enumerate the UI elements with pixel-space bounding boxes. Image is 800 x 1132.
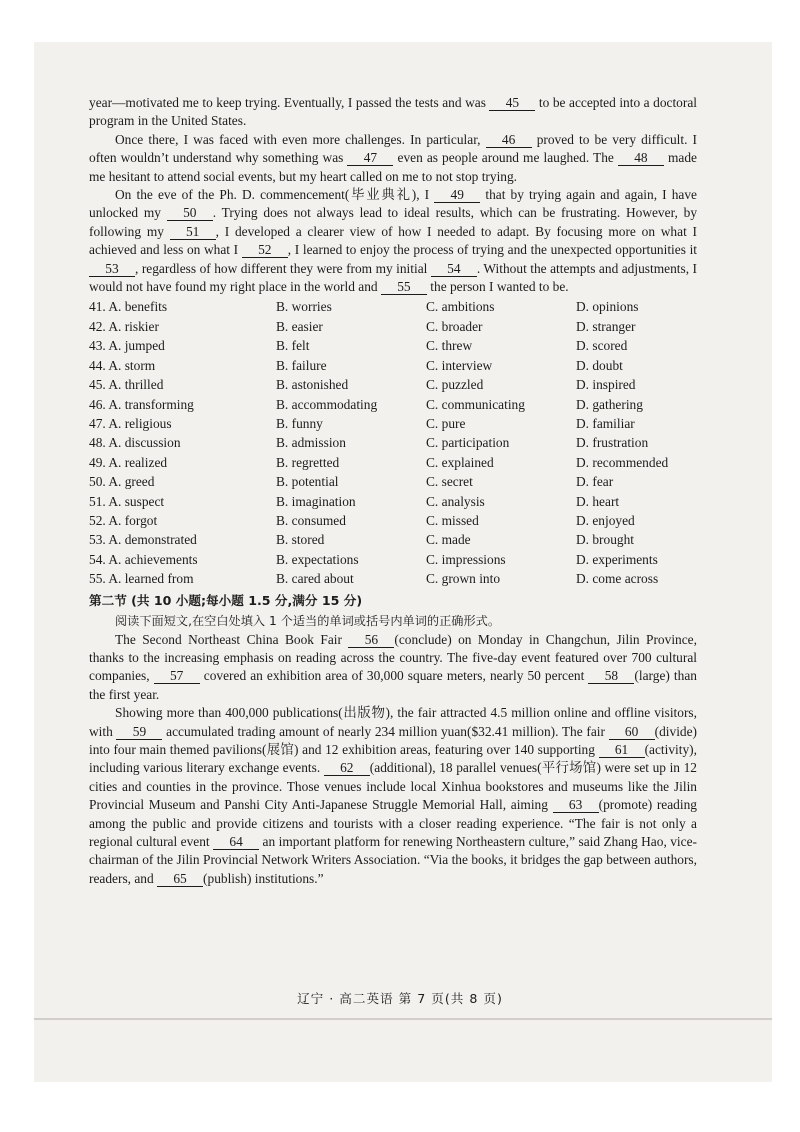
option-d: D. come across: [576, 571, 659, 587]
option-a: 52. A. forgot: [89, 512, 158, 528]
option-c: C. grown into: [426, 571, 501, 587]
answer-blank[interactable]: 54: [431, 262, 477, 277]
option-c: C. threw: [426, 338, 473, 354]
option-a: 51. A. suspect: [89, 493, 165, 509]
option-b: B. felt: [276, 338, 310, 354]
answer-blank[interactable]: 65: [157, 872, 203, 887]
cloze-options-grid: [89, 297, 697, 588]
option-d: D. fear: [576, 474, 614, 490]
option-b: B. expectations: [276, 551, 359, 567]
answer-blank[interactable]: 58: [588, 669, 634, 684]
answer-blank[interactable]: 56: [348, 633, 394, 648]
answer-blank[interactable]: 47: [347, 151, 393, 166]
option-c: C. broader: [426, 318, 483, 334]
option-c: C. communicating: [426, 396, 525, 412]
answer-blank[interactable]: 53: [89, 262, 135, 277]
answer-blank[interactable]: 52: [242, 243, 288, 258]
option-c: C. pure: [426, 415, 466, 431]
answer-blank[interactable]: 61: [599, 743, 645, 758]
option-c: C. impressions: [426, 551, 506, 567]
page-footer: 辽宁 · 高二英语 第 7 页(共 8 页): [297, 991, 503, 1006]
option-b: B. easier: [276, 318, 323, 334]
option-a: 55. A. learned from: [89, 571, 194, 587]
option-d: D. brought: [576, 532, 635, 548]
option-b: B. imagination: [276, 493, 356, 509]
cloze-passage: [89, 94, 697, 296]
page-fold-line: [34, 1018, 772, 1020]
answer-blank[interactable]: 49: [434, 188, 480, 203]
option-b: B. worries: [276, 299, 332, 315]
answer-blank[interactable]: 64: [213, 835, 259, 850]
passage-paragraph: year—motivated me to keep trying. Eventually, I passed the tests and was 45 to be accepted into a doctoral program in the United States.: [89, 95, 697, 129]
option-c: C. participation: [426, 435, 510, 451]
option-b: B. cared about: [276, 571, 354, 587]
section-2-heading: 第二节 (共 10 小题;每小题 1.5 分,满分 15 分): [89, 592, 363, 608]
option-b: B. potential: [276, 474, 339, 490]
answer-blank[interactable]: 46: [486, 133, 532, 148]
answer-blank[interactable]: 45: [489, 96, 535, 111]
option-b: B. regretted: [276, 454, 340, 470]
answer-blank[interactable]: 59: [116, 725, 162, 740]
option-d: D. scored: [576, 338, 628, 354]
option-a: 53. A. demonstrated: [89, 532, 197, 548]
answer-blank[interactable]: 57: [154, 669, 200, 684]
answer-blank[interactable]: 50: [167, 206, 213, 221]
option-b: B. astonished: [276, 377, 349, 393]
option-b: B. admission: [276, 435, 346, 451]
option-c: C. puzzled: [426, 377, 484, 393]
option-c: C. ambitions: [426, 299, 495, 315]
answer-blank[interactable]: 60: [609, 725, 655, 740]
option-a: 46. A. transforming: [89, 396, 194, 412]
grammar-paragraph: Showing more than 400,000 publications(出版物), the fair attracted 4.5 million online and offline visitors, with 59 accumulated trading amount of nearly 234 million yuan($32.41 million). The fair 60 (divide) into four main themed pavilions(展馆) and 12 exhibition areas, featuring over 140 supporting 61 (activity), including various literary exchange events. 62 (additional), 18 parallel venues(平行场馆) were set up in 12 cities and counties in the province. Those venues include local Xinhua bookstores and museums like the Jilin Provincial Museum and Panshi City Anti-Japanese Struggle Memorial Hall, aiming 63 (promote) reading among the public and provide citizens and tourists with a closer reading experience. “The fair is not only a regional cultural event 64 an important platform for renewing Northeastern culture,” said Zhang Hao, vice-chairman of the Jilin Provincial Network Writers Association. “Via the books, it bridges the gap between authors, readers, and 65 (publish) institutions.”: [89, 705, 698, 886]
option-a: 50. A. greed: [89, 474, 155, 490]
option-b: B. funny: [276, 415, 323, 431]
passage-paragraph: On the eve of the Ph. D. commencement(毕业典礼), I 49 that by trying again and again, I have unlocked my 50 . Trying does not always lead to ideal results, which can be frustrating. However, by following my 51 , I developed a clearer view of how I needed to adapt. By focusing more on what I achieved and less on what I 52 , I learned to enjoy the process of trying and the unexpected opportunities it 53 , regardless of how different they were from my initial 54 . Without the attempts and adjustments, I would not have found my right place in the world and 55 the person I wanted to be.: [89, 187, 698, 295]
option-b: B. failure: [276, 357, 327, 373]
option-a: 49. A. realized: [89, 454, 168, 470]
passage-paragraph: Once there, I was faced with even more challenges. In particular, 46 proved to be very difficult. I often wouldn’t understand why something was 47 even as people around me laughed. The 48 made me hesitant to attend social events, but my heart called on me to not stop trying.: [89, 131, 697, 184]
grammar-fill-passage: [89, 631, 697, 889]
option-d: D. doubt: [576, 357, 623, 373]
option-d: D. recommended: [576, 454, 669, 470]
option-d: D. familiar: [576, 415, 635, 431]
option-c: C. secret: [426, 474, 473, 490]
answer-blank[interactable]: 62: [324, 761, 370, 776]
option-b: B. consumed: [276, 512, 346, 528]
option-c: C. made: [426, 532, 471, 548]
option-d: D. experiments: [576, 551, 658, 567]
answer-blank[interactable]: 48: [618, 151, 664, 166]
option-d: D. frustration: [576, 435, 649, 451]
answer-blank[interactable]: 63: [553, 798, 599, 813]
option-c: C. analysis: [426, 493, 485, 509]
exam-content: [89, 94, 697, 888]
option-d: D. enjoyed: [576, 512, 635, 528]
answer-blank[interactable]: 51: [170, 225, 216, 240]
option-a: 54. A. achievements: [89, 551, 198, 567]
option-c: C. explained: [426, 454, 494, 470]
option-a: 41. A. benefits: [89, 299, 168, 315]
option-c: C. missed: [426, 512, 479, 528]
option-d: D. gathering: [576, 396, 643, 412]
option-a: 43. A. jumped: [89, 338, 165, 354]
option-d: D. opinions: [576, 299, 639, 315]
grammar-paragraph: The Second Northeast China Book Fair 56 (conclude) on Monday in Changchun, Jilin Province, thanks to the increasing emphasis on reading across the country. The five-day event featured over 700 cultural companies, 57 covered an exhibition area of 30,000 square meters, nearly 50 percent 58 (large) than the first year.: [89, 631, 697, 702]
option-b: B. stored: [276, 532, 325, 548]
option-d: D. heart: [576, 493, 620, 509]
option-b: B. accommodating: [276, 396, 378, 412]
option-a: 42. A. riskier: [89, 318, 159, 334]
option-a: 44. A. storm: [89, 357, 156, 373]
answer-blank[interactable]: 55: [381, 280, 427, 295]
option-a: 48. A. discussion: [89, 435, 181, 451]
option-d: D. stranger: [576, 318, 636, 334]
section-2-instruction: 阅读下面短文,在空白处填入 1 个适当的单词或括号内单词的正确形式。: [115, 613, 501, 628]
option-a: 47. A. religious: [89, 415, 172, 431]
option-a: 45. A. thrilled: [89, 377, 164, 393]
option-d: D. inspired: [576, 377, 636, 393]
option-c: C. interview: [426, 357, 493, 373]
